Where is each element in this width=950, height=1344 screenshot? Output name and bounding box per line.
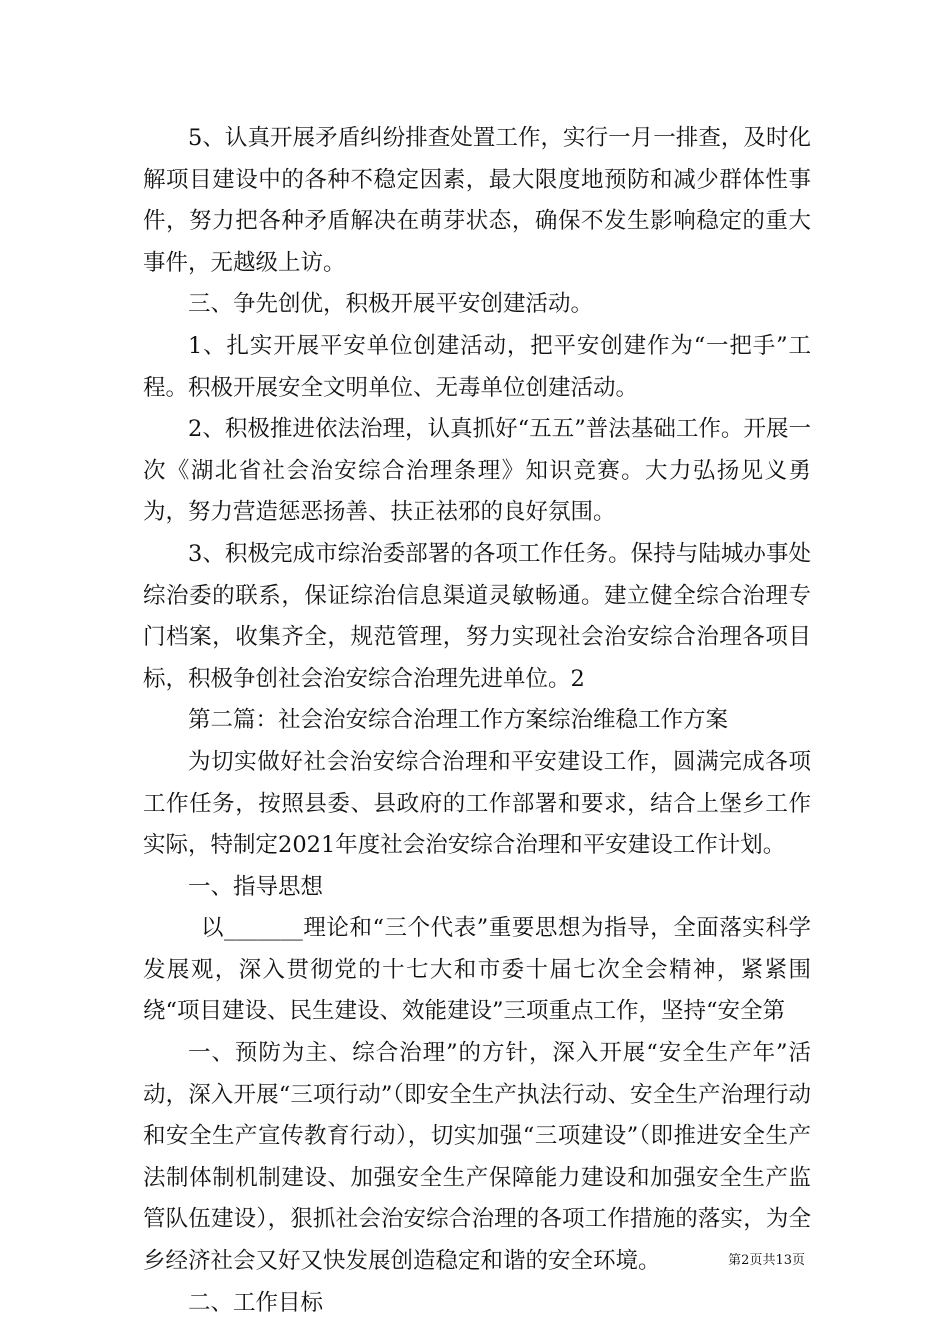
guiding-paragraph: 以_______理论和“三个代表”重要思想为指导，全面落实科学发展观，深入贯彻党的十七大和市委十届七次全会精神，紧紧围绕“项目建设、民生建设、效能建设”三项重点工作，坚持“安全第	[143, 915, 811, 1025]
section-heading-guiding: 一、指导思想	[188, 873, 324, 900]
paragraph-item-5: 5、认真开展矛盾纠纷排查处置工作，实行一月一排查，及时化解项目建设中的各种不稳定因素，最大限度地预防和减少群体性事件，努力把各种矛盾解决在萌芽状态，确保不发生影响稳定的重大事件，无越级上访。	[143, 125, 811, 276]
chapter-title: 第二篇：社会治安综合治理工作方案综治维稳工作方案	[188, 707, 729, 734]
paragraph-item-3: 3、积极完成市综治委部署的各项工作任务。保持与陆城办事处综治委的联系，保证综治信息渠道灵敏畅通。建立健全综合治理专门档案，收集齐全，规范管理，努力实现社会治安综合治理各项目标，积极争创社会治安综合治理先进单位。2	[143, 540, 811, 692]
policy-paragraph: 一、预防为主、综合治理”的方针，深入开展“安全生产年”活动，深入开展“三项行动”（即安全生产执法行动、安全生产治理行动和安全生产宣传教育行动），切实加强“三项建设”（即推进安全生产法制体制机制建设、加强安全生产保障能力建设和加强安全生产监管队伍建设），狠抓社会治安综合治理的各项工作措施的落实，为全乡经济社会又好又快发展创造稳定和谐的安全环境。	[143, 1040, 811, 1275]
section-heading-goals: 二、工作目标	[188, 1289, 324, 1316]
paragraph-item-2: 2、积极推进依法治理，认真抓好“五五”普法基础工作。开展一次《湖北省社会治安综合治理条理》知识竞赛。大力弘扬见义勇为，努力营造惩恶扬善、扶正祛邪的良好氛围。	[143, 416, 811, 526]
document-body	[143, 118, 811, 1324]
section-heading-3: 三、争先创优，积极开展平安创建活动。	[188, 291, 594, 318]
page-number: 第2页共13页	[728, 1253, 805, 1268]
paragraph-item-1: 1、扎实开展平安单位创建活动，把平安创建作为“一把手”工程。积极开展安全文明单位、无毒单位创建活动。	[143, 332, 811, 401]
intro-paragraph: 为切实做好社会治安综合治理和平安建设工作，圆满完成各项工作任务，按照县委、县政府的工作部署和要求，结合上堡乡工作实际，特制定2021年度社会治安综合治理和平安建设工作计划。	[143, 748, 811, 859]
